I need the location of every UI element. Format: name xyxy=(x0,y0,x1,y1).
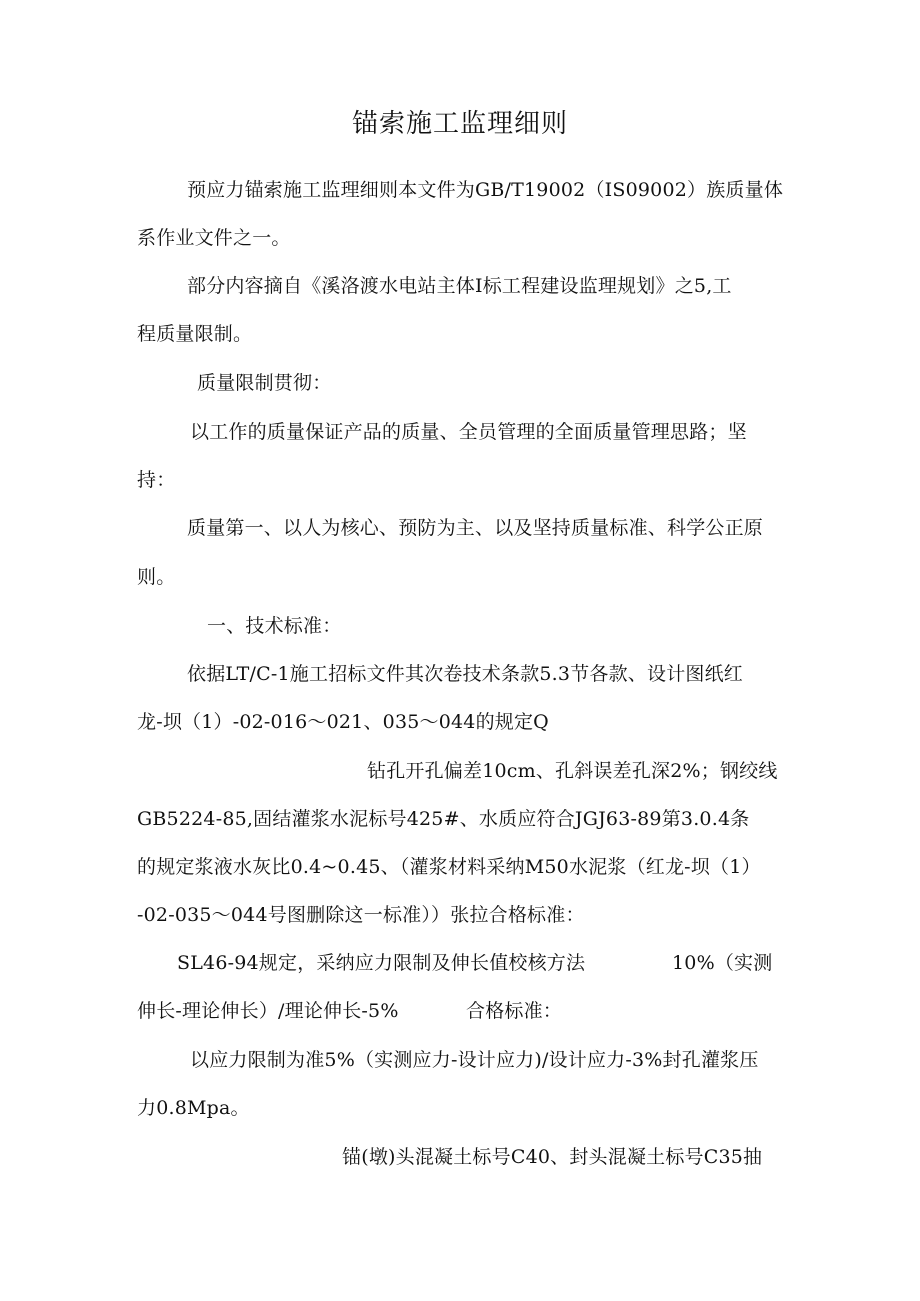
paragraph-line: 以应力限制为准5%（实测应力-设计应力)/设计应力-3%封孔灌浆压 xyxy=(190,1049,759,1071)
paragraph-line: 钻孔开孔偏差10cm、孔斜误差孔深2%；钢绞线 xyxy=(367,760,778,782)
paragraph-line: 的规定浆液水灰比0.4~0.45、（灌浆材料采纳M50水泥浆（红龙-坝（1） xyxy=(137,856,761,878)
paragraph-line: 质量限制贯彻： xyxy=(197,372,332,394)
paragraph-line: 部分内容摘自《溪洛渡水电站主体Ⅰ标工程建设监理规划》之5,工 xyxy=(187,275,732,297)
paragraph-line: 程质量限制。 xyxy=(137,323,253,345)
paragraph-line: 系作业文件之一。 xyxy=(137,227,291,249)
paragraph-line: 预应力锚索施工监理细则本文件为GB/T19002（IS09002）族质量体 xyxy=(187,179,784,201)
paragraph-line: 合格标准： xyxy=(466,1000,563,1022)
paragraph-line: -02-035～044号图删除这一标准））张拉合格标准： xyxy=(137,904,585,926)
paragraph-line: 持： xyxy=(137,469,176,491)
paragraph-line: 力0.8Mpa。 xyxy=(137,1097,250,1119)
paragraph-line: 伸长-理论伸长）/理论伸长-5% xyxy=(137,1000,399,1022)
document-title: 锚索施工监理细则 xyxy=(351,109,568,139)
paragraph-line: GB5224-85,固结灌浆水泥标号425#、水质应符合JGJ63-89第3.0.4条 xyxy=(137,808,750,830)
paragraph-line: 以工作的质量保证产品的质量、全员管理的全面质量管理思路；坚 xyxy=(190,421,747,443)
paragraph-line: SL46-94规定，采纳应力限制及伸长值校核方法 xyxy=(177,952,586,974)
paragraph-line: 则。 xyxy=(137,566,176,588)
paragraph-line: 龙-坝（1）-02-016～021、035～044的规定Q xyxy=(137,711,549,733)
paragraph-line: 10%（实测 xyxy=(672,952,773,974)
paragraph-line: 依据LT/C-1施工招标文件其次卷技术条款5.3节各款、设计图纸红 xyxy=(187,663,744,685)
paragraph-line: 锚(墩)头混凝土标号C40、封头混凝土标号C35抽 xyxy=(342,1146,763,1168)
section-heading: 一、技术标准： xyxy=(207,615,342,637)
paragraph-line: 质量第一、以人为核心、预防为主、以及坚持质量标准、科学公正原 xyxy=(187,517,764,539)
